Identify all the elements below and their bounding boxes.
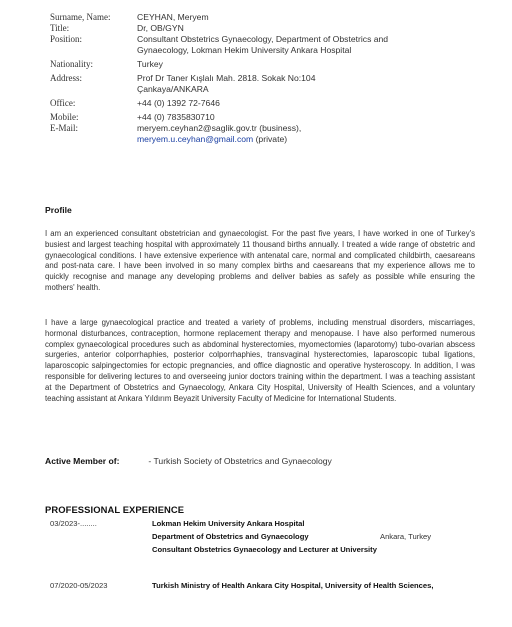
position-value <box>137 34 500 56</box>
profile-heading: Profile <box>45 205 72 215</box>
surname-row <box>50 12 500 23</box>
mobile-row <box>50 112 500 123</box>
mobile-label: Mobile: <box>50 112 79 122</box>
position-line-1: Consultant Obstetrics Gynaecology, Department of Obstetrics and <box>137 34 389 44</box>
office-label: Office: <box>50 98 76 108</box>
title-value: Dr, OB/GYN <box>137 23 184 33</box>
address-line-2: Çankaya/ANKARA <box>137 84 209 94</box>
office-value: +44 (0) 1392 72-7646 <box>137 98 220 108</box>
email-private-suffix: (private) <box>253 134 288 144</box>
experience-employer: Lokman Hekim University Ankara Hospital <box>152 519 305 528</box>
experience-date: 03/2023-........ <box>50 519 97 528</box>
email-row <box>50 123 500 145</box>
address-value <box>137 73 500 95</box>
nationality-value: Turkey <box>137 59 163 69</box>
experience-heading: PROFESSIONAL EXPERIENCE <box>45 504 185 515</box>
experience-employer: Turkish Ministry of Health Ankara City Hospital, University of Health Sciences, <box>152 581 434 590</box>
membership-value: - Turkish Society of Obstetrics and Gynaecology <box>148 456 332 466</box>
mobile-value: +44 (0) 7835830710 <box>137 112 215 122</box>
nationality-label: Nationality: <box>50 59 93 69</box>
experience-item <box>50 517 490 556</box>
surname-value: CEYHAN, Meryem <box>137 12 209 22</box>
experience-role: Consultant Obstetrics Gynaecology and Lecturer at University <box>152 545 377 554</box>
profile-paragraph-2: I have a large gynaecological practice and treated a variety of problems, including menstrual disorders, miscarriages, hormonal disturbances, contraception, hormone replacement therapy and menopause. I have also performed numerous complex gynaecological procedures such as abdominal hysterectomies, myomectomies (laparotomy) tubo-ovarian abscess surgeries, anterior colporrhaphies, posterior colporrhaphies, transvaginal hysterectomies, laparoscopic tubal ligations, laparoscopic salpingectomies for ectopic pregnancies, and office diagnostic and operative hysteroscopy. In addition, I was responsible for delivering lectures to and overseeing junior doctors training within the department. I was a teaching assistant at the Department of Obstetrics and Gynaecology, Ankara City Hospital, University of Health Sciences, and a voluntary teaching assistant at Ankara Yıldırım Beyazit University Faculty of Medicine for International Students. <box>45 318 475 403</box>
position-label: Position: <box>50 34 83 44</box>
membership-label: Active Member of: <box>45 456 120 466</box>
address-row <box>50 73 500 95</box>
email-private-link[interactable]: meryem.u.ceyhan@gmail.com <box>137 134 254 144</box>
personal-info-block <box>50 12 500 145</box>
email-label: E-Mail: <box>50 123 78 133</box>
profile-paragraph-1: I am an experienced consultant obstetrician and gynaecologist. For the past five years, I have worked in one of Turkey's busiest and largest teaching hospital with approximately 11 thousand births annually. I treated a wide range of obstetric and gynaecological conditions. I have extensive experience with antenatal care, normal and complicated childbirth, caesareans and post-nata care. I have been involved in so many complex births and caesareans that my experience allows me to quickly recognise and manage any developing problems and deliver babies as safely as possible while ensuring the mothers' health. <box>45 229 475 292</box>
experience-date: 07/2020-05/2023 <box>50 581 108 590</box>
nationality-row <box>50 59 500 70</box>
address-line-1: Prof Dr Taner Kışlalı Mah. 2818. Sokak No:104 <box>137 73 316 83</box>
email-value <box>137 123 500 145</box>
title-row <box>50 23 500 34</box>
title-label: Title: <box>50 23 70 33</box>
membership-row <box>45 456 475 466</box>
position-line-2: Gynaecology, Lokman Hekim University Ankara Hospital <box>137 45 352 55</box>
experience-department: Department of Obstetrics and Gynaecology <box>152 532 309 541</box>
office-row <box>50 98 500 109</box>
position-row <box>50 34 500 56</box>
experience-item <box>50 579 490 592</box>
experience-location: Ankara, Turkey <box>380 532 432 541</box>
surname-label: Surname, Name: <box>50 12 111 22</box>
address-label: Address: <box>50 73 82 83</box>
email-business: meryem.ceyhan2@saglik.gov.tr (business), <box>137 123 302 133</box>
